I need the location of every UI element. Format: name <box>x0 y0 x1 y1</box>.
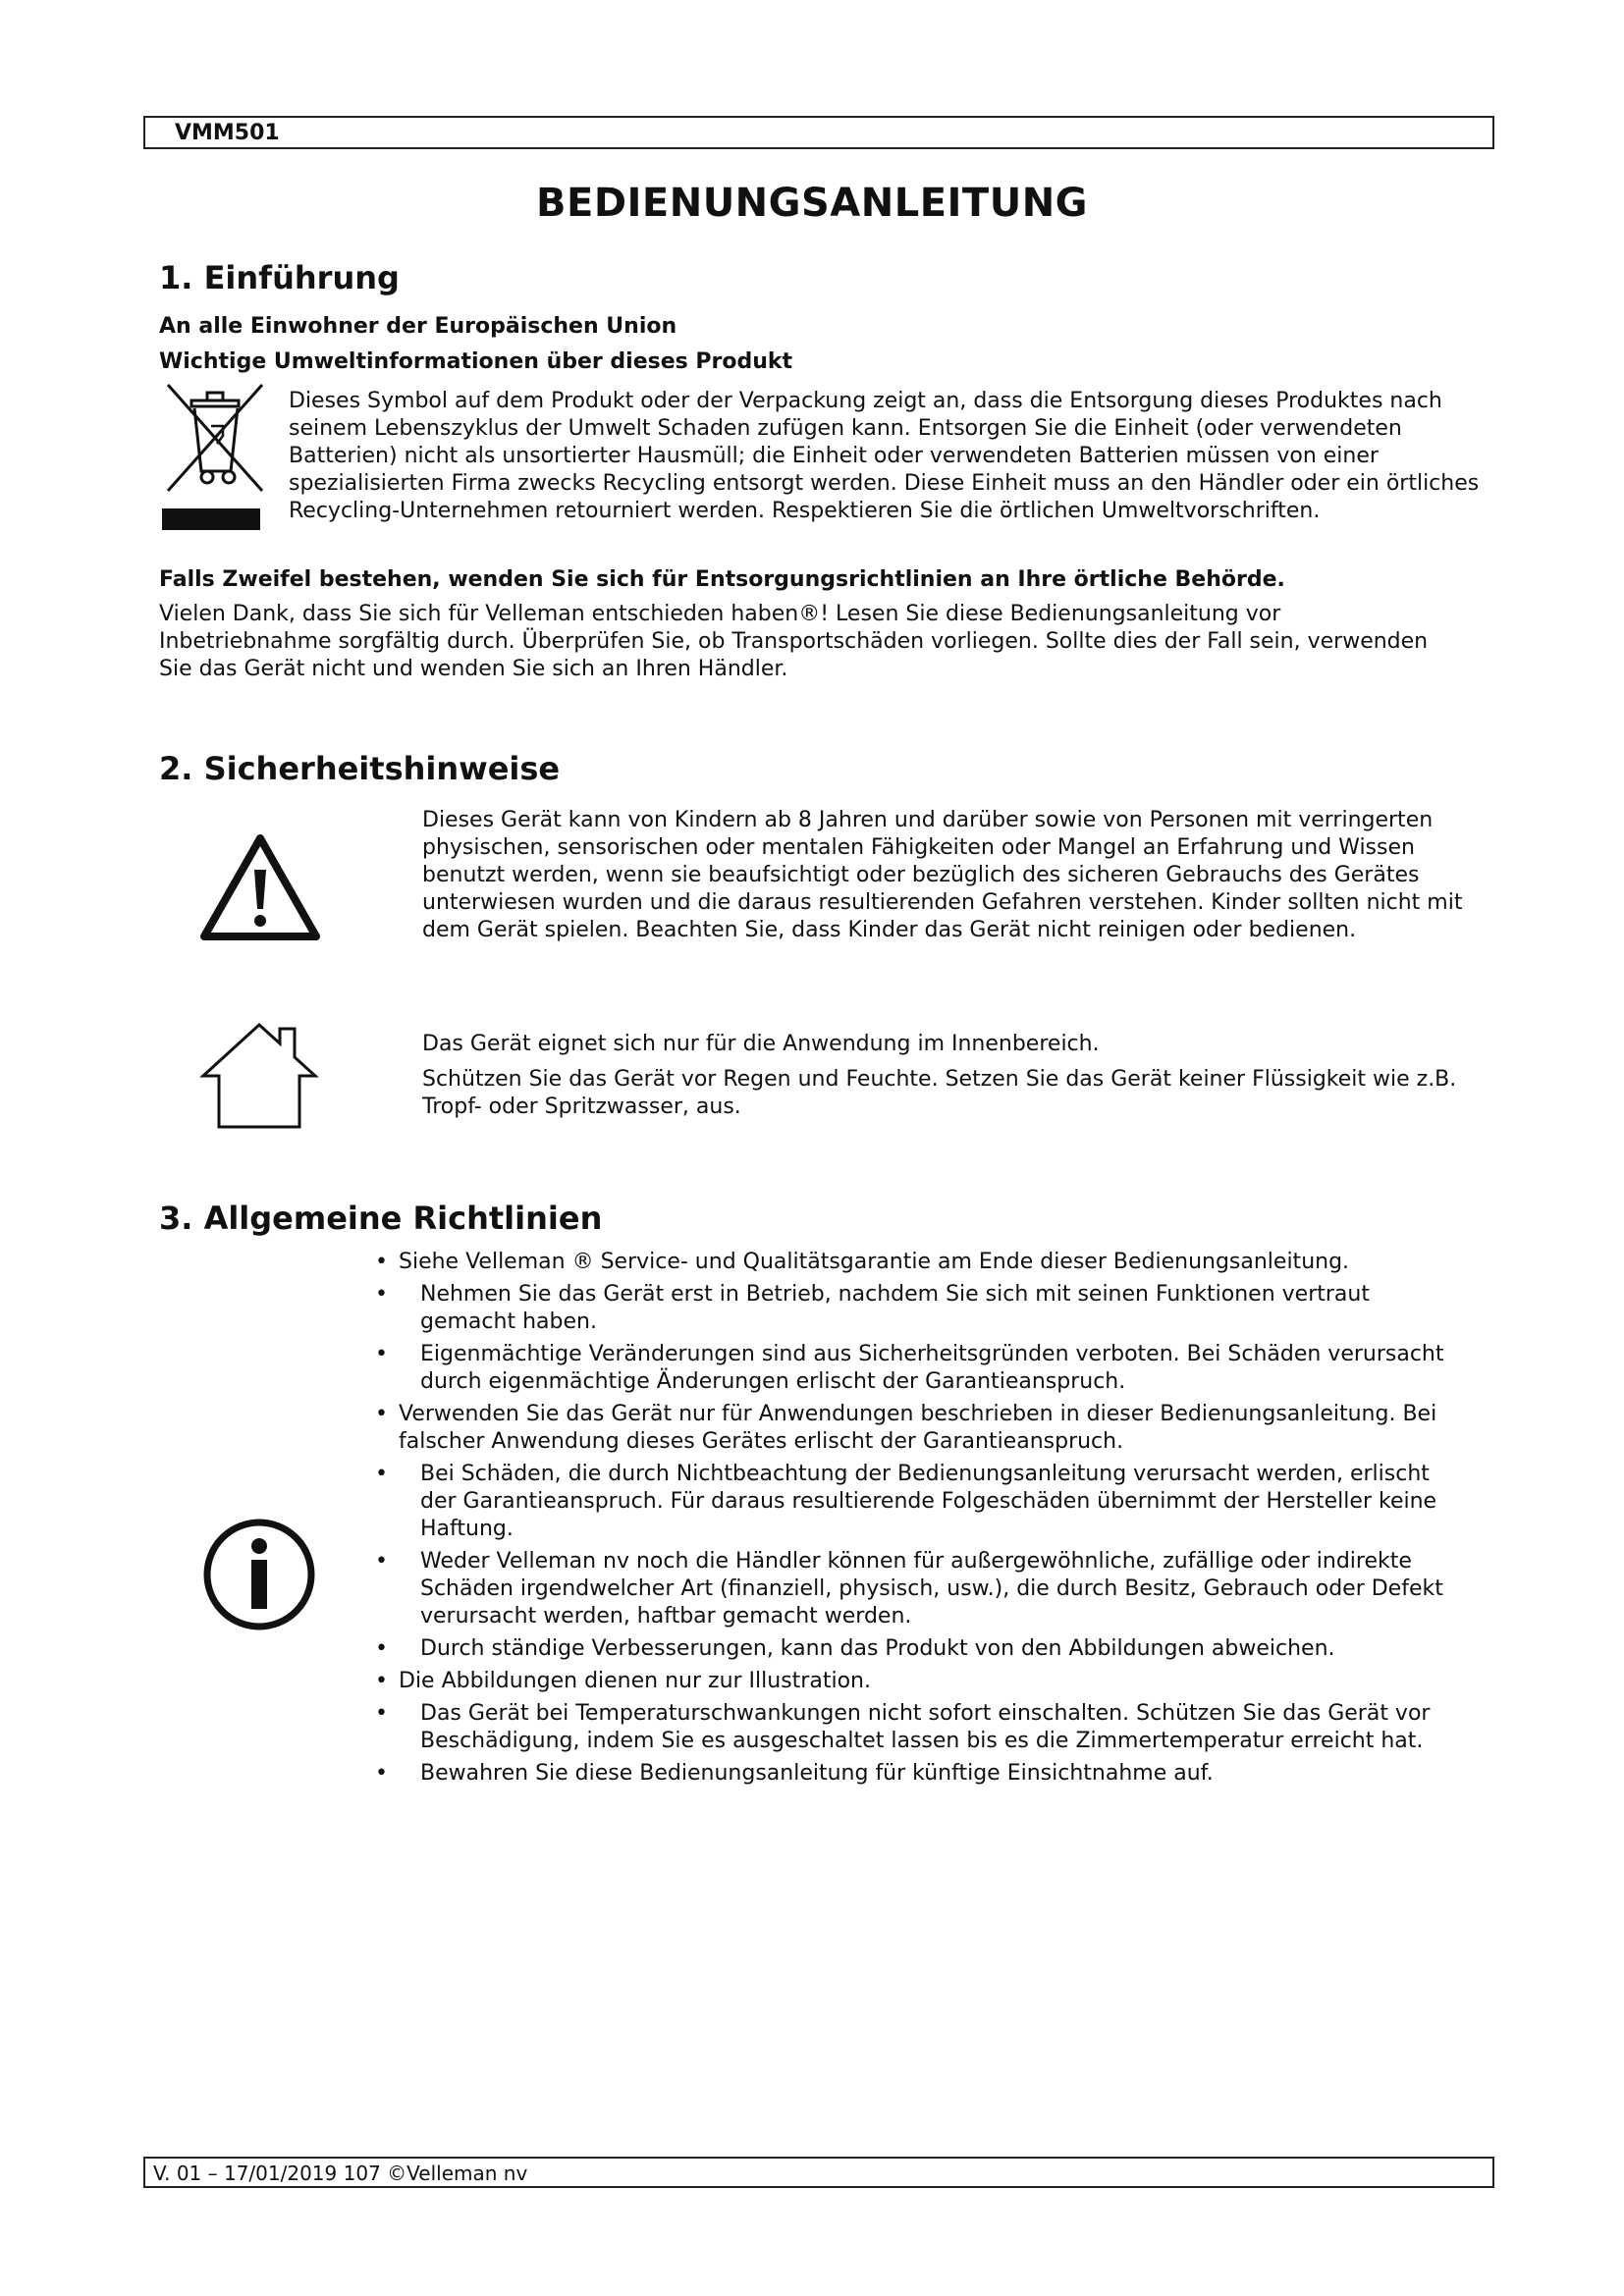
list-item: • Bei Schäden, die durch Nichtbeachtung der Bedienungsanleitung verursacht werden, erlischt der Garantieanspruch. Für daraus resultierende Folgeschäden übernimmt der Hersteller keine Haftung. <box>375 1462 1437 1541</box>
warning-triangle-icon <box>198 832 322 942</box>
list-item: • Siehe Velleman ® Service- und Qualitätsgarantie am Ende dieser Bedienungsanleitung. <box>375 1250 1350 1274</box>
general-guidelines-list <box>375 1249 1465 1792</box>
indoor-house-icon <box>199 1021 319 1131</box>
list-item: • Das Gerät bei Temperaturschwankungen nicht sofort einschalten. Schützen Sie das Gerät vor Beschädigung, indem Sie es ausgeschaltet lassen bis es die Zimmertemperatur erreicht hat. <box>375 1701 1431 1753</box>
page-title: BEDIENUNGSANLEITUNG <box>536 181 1088 226</box>
list-item: • Die Abbildungen dienen nur zur Illustration. <box>375 1669 871 1693</box>
list-item: • Nehmen Sie das Gerät erst in Betrieb, nachdem Sie sich mit seinen Funktionen vertraut gemacht haben. <box>375 1282 1370 1334</box>
moisture-protection-text: Schützen Sie das Gerät vor Regen und Feuchte. Setzen Sie das Gerät keiner Flüssigkeit wie z.B. Tropf- oder Spritzwasser, aus. <box>422 1067 1457 1119</box>
disposal-authority-note: Falls Zweifel bestehen, wenden Sie sich für Entsorgungsrichtlinien an Ihre örtliche Behörde. <box>159 567 1285 592</box>
section-3-heading: 3. Allgemeine Richtlinien <box>159 1200 603 1237</box>
footer-version-text: V. 01 – 17/01/2019 107 ©Velleman nv <box>153 2162 528 2185</box>
info-circle-icon <box>201 1517 317 1632</box>
indoor-use-text: Das Gerät eignet sich nur für die Anwendung im Innenbereich. <box>422 1032 1100 1056</box>
model-label: VMM501 <box>175 121 280 145</box>
eu-residents-subheading: An alle Einwohner der Europäischen Union <box>159 314 677 339</box>
page-footer <box>143 2157 1494 2188</box>
weee-bin-icon <box>162 381 270 538</box>
safety-warning-text: Dieses Gerät kann von Kindern ab 8 Jahren und darüber sowie von Personen mit verringerten physischen, sensorischen oder mentalen Fähigkeiten oder Mangel an Erfahrung und Wissen benutzt werden, wenn sie beaufsichtigt oder bezüglich des sicheren Gebrauchs des Gerätes unterwiesen wurden und die daraus resultierenden Gefahren verstehen. Kinder sollten nicht mit dem Gerät spielen. Beachten Sie, dass Kinder das Gerät nicht reinigen oder bedienen. <box>422 808 1463 942</box>
list-item: • Durch ständige Verbesserungen, kann das Produkt von den Abbildungen abweichen. <box>375 1636 1335 1661</box>
thanks-paragraph: Vielen Dank, dass Sie sich für Velleman entschieden haben®! Lesen Sie diese Bedienungsanleitung vor Inbetriebnahme sorgfältig durch. Überprüfen Sie, ob Transportschäden vorliegen. Sollte dies der Fall sein, verwenden Sie das Gerät nicht und wenden Sie sich an Ihren Händler. <box>159 602 1429 681</box>
weee-disposal-text: Dieses Symbol auf dem Produkt oder der Verpackung zeigt an, dass die Entsorgung dieses Produktes nach seinem Lebenszyklus der Umwelt Schaden zufügen kann. Entsorgen Sie die Einheit (oder verwendeten Batterien) nicht als unsortierter Hausmüll; die Einheit oder verwendeten Batterien müssen von einer spezialisierten Firma zwecks Recycling entsorgt werden. Diese Einheit muss an den Händler oder ein örtliches Recycling-Unternehmen retourniert werden. Respektieren Sie die örtlichen Umweltvorschriften. <box>289 389 1480 523</box>
list-item: • Bewahren Sie diese Bedienungsanleitung für künftige Einsichtnahme auf. <box>375 1761 1214 1786</box>
list-item: • Weder Velleman nv noch die Händler können für außergewöhnliche, zufällige oder indirekte Schäden irgendwelcher Art (finanziell, physisch, usw.), die durch Besitz, Gebrauch oder Defekt verursacht werden, haftbar gemacht werden. <box>375 1549 1443 1629</box>
section-2-heading: 2. Sicherheitshinweise <box>159 750 561 787</box>
list-item: • Eigenmächtige Veränderungen sind aus Sicherheitsgründen verboten. Bei Schäden verursacht durch eigenmächtige Änderungen erlischt der Garantieanspruch. <box>375 1342 1444 1394</box>
section-1-heading: 1. Einführung <box>159 259 400 296</box>
list-item: • Verwenden Sie das Gerät nur für Anwendungen beschrieben in dieser Bedienungsanleitung. Bei falscher Anwendung dieses Gerätes erlischt der Garantieanspruch. <box>375 1402 1437 1454</box>
page-header <box>143 116 1494 149</box>
environment-subheading: Wichtige Umweltinformationen über dieses Produkt <box>159 349 793 374</box>
